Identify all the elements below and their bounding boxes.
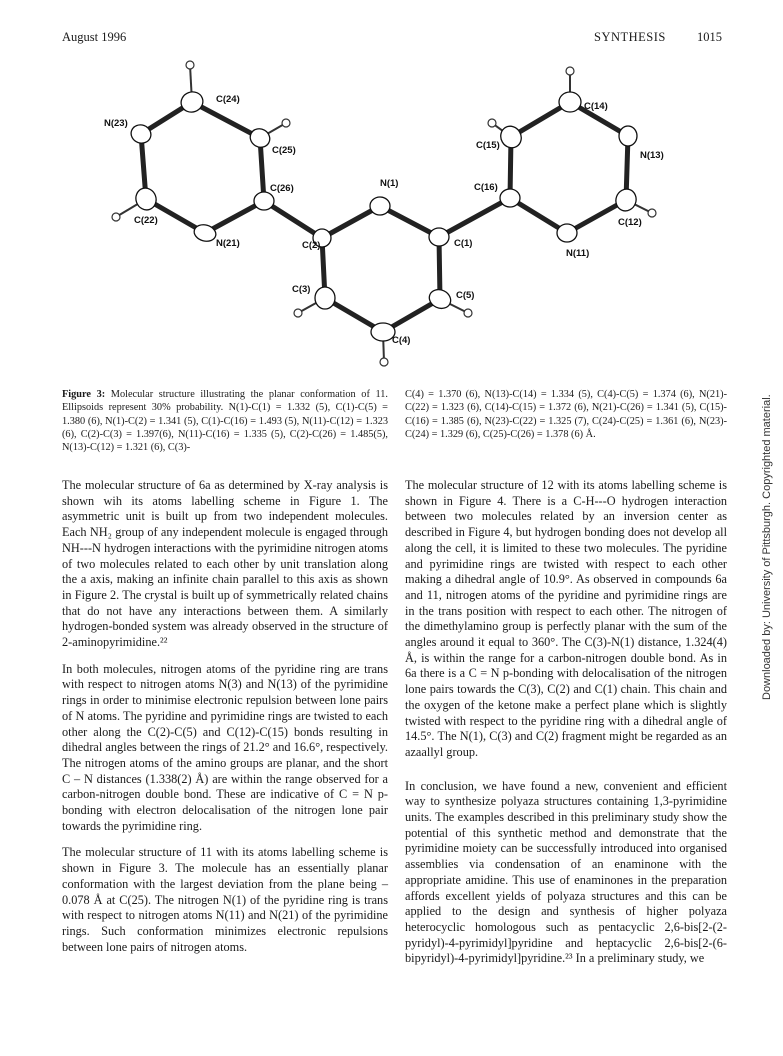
label-c25: C(25) <box>272 145 296 156</box>
label-n13: N(13) <box>640 150 664 161</box>
label-c15: C(15) <box>476 140 500 151</box>
running-header-journal: SYNTHESIS <box>594 30 666 44</box>
label-c4: C(4) <box>392 335 411 346</box>
figure-caption-label: Figure 3: <box>62 389 106 400</box>
figure-caption-left <box>62 388 388 454</box>
paragraph: The molecular structure of 11 with its atoms labelling scheme is shown in Figure 3. The molecule has an essentially planar conformation with the largest deviation from the plane being – 0.078 Å at C(25). The nitrogen N(1) of the pyridine ring is trans with respect to nitrogen atoms N(11) and N(21) of the pyrimidine rings. Such conformation minimizes electronic repulsions between lone pairs of nitrogen atoms. <box>62 845 388 954</box>
paragraph: In conclusion, we have found a new, convenient and efficient way to synthesize polyaza structures containing 1,3-pyrimidine units. The examples described in this preliminary study show the potential of this synthetic method and demonstrate that the pyrimidine moiety can be successfully introduced into organised assemblies via condensation of an enaminone with the appropriate amidine. This use of enaminones in the preparation affords excellent yields of polyaza structures and this can be applied to the design and synthesis of higher polyaza heterocyclic homologous such as pentacyclic 2,6-bis[2-(2-pyridyl)-4-pyrimidyl]pyridine and heptacyclic 2,6-bis[2-(6-bipyridyl)-4-pyrimidyl]pyridine.²³ In a preliminary study, we <box>405 778 727 966</box>
label-n21: N(21) <box>216 238 240 249</box>
label-c2: C(2) <box>302 240 321 251</box>
label-n11: N(11) <box>566 248 590 259</box>
paragraph: The molecular structure of 12 with its atoms labelling scheme is shown in Figure 4. There is a C-H---O hydrogen interaction between two molecules related by an inversion center as described in Figure 4, but hydrogen bonding does not develop all along the cell, it is limited to these two molecules. The pyridine and pyrimidine rings are twisted with respect to each other making a dihedral angle of 10.9°. As observed in compounds 6a and 11, nitrogen atoms of the pyridine and pyrimidine rings are in the trans position with respect to each other. The nitrogen of the dimethylamino group is perfectly planar with the sum of the angles around it equal to 360°. The C(3)-N(1) distance, 1.324(4) Å, is within the range for a carbon-nitrogen double bond. As in 6a there is a C = N p-bonding with delocalisation of the nitrogen lone pairs towards the C(3), C(2) and C(1) chain. This chain and the oxygen of the ketone make a perfect plane which is slightly twisted with respect to the pyridine ring with a dihedral angle of 14.5°. The N(1), C(3) and C(2) fragment might be regarded as an azaallyl group. <box>405 478 727 759</box>
figure-caption-right: C(4) = 1.370 (6), N(13)-C(14) = 1.334 (5), C(4)-C(5) = 1.374 (6), N(21)-C(22) = 1.323 (6), C(14)-C(15) = 1.372 (6), N(21)-C(26) = 1.341 (5), C(15)-C(16) = 1.385 (6), N(23)-C(22) = 1.325 (7), C(24)-C(25) = 1.361 (6), N(23)-C(24) = 1.329 (6), C(25)-C(26) = 1.378 (6) Å. <box>405 389 727 440</box>
body-column-left <box>62 478 388 966</box>
atom-ellipsoids <box>129 89 640 341</box>
label-c24: C(24) <box>216 94 240 105</box>
figure-caption-text: Molecular structure illustrating the planar conformation of 11. Ellipsoids represent 30% probability. N(1)-C(1) = 1.332 (5), C(1)-C(5) = 1.380 (6), N(1)-C(2) = 1.341 (5), C(1)-C(16) = 1.493 (5), N(11)-C(12) = 1.323 (6), C(2)-C(3) = 1.397(6), N(11)-C(16) = 1.335 (5), C(2)-C(26) = 1.485(5), N(13)-C(12) = 1.321 (6), C(3)- <box>62 389 388 454</box>
label-c22: C(22) <box>134 215 158 226</box>
label-n1: N(1) <box>380 178 399 189</box>
label-c26: C(26) <box>270 183 294 194</box>
label-c1: C(1) <box>454 238 473 249</box>
label-c5: C(5) <box>456 290 475 301</box>
paragraph: In both molecules, nitrogen atoms of the pyridine ring are trans with respect to nitrogen atoms N(3) and N(13) of the pyrimidine rings in order to minimise electronic repulsion between lone pairs of N atoms. The pyridine and pyrimidine rings are twisted to each other along the C(2)-C(5) and C(12)-C(15) bonds resulting in dihedral angles between the rings of 21.2° and 16.6°, respectively. The nitrogen atoms of the amino groups are planar, and the short C – N distances (1.338(2) Å) are within the range observed for a carbon-nitrogen double bond. These are indicative of C = N p-bonding with electron delocalisation of the nitrogen lone pair towards the pyrimidine ring. <box>62 661 388 833</box>
label-c3: C(3) <box>292 284 311 295</box>
paragraph: The molecular structure of 6a as determined by X-ray analysis is shown wih its atoms labelling scheme in Figure 1. The asymmetric unit is built up from two independent molecules. Each NH₂ group of any independent molecule is engaged through NH---N hydrogen interactions with the pyrimidine nitrogen atoms of two molecules related to each other by unit translation along the a axis, making an infinite chain parallel to this axis as shown in Figure 2. The crystal is built up of symmetrically related chains that do not have any interactions between them. A similarly hydrogen-bonded system was already observed in the structure of 2-aminopyrimidine.²² <box>62 478 388 650</box>
label-c12: C(12) <box>618 217 642 228</box>
atom-labels <box>104 94 664 346</box>
running-header-date: August 1996 <box>62 30 127 44</box>
page-number: 1015 <box>697 30 722 44</box>
label-c14: C(14) <box>584 101 608 112</box>
body-column-right <box>405 478 727 978</box>
download-notice: Downloaded by: University of Pittsburgh. Copyrighted material. <box>761 394 773 700</box>
bonds <box>141 102 628 332</box>
label-c16: C(16) <box>474 182 498 193</box>
molecular-structure-figure <box>90 55 690 385</box>
label-n23: N(23) <box>104 118 128 129</box>
